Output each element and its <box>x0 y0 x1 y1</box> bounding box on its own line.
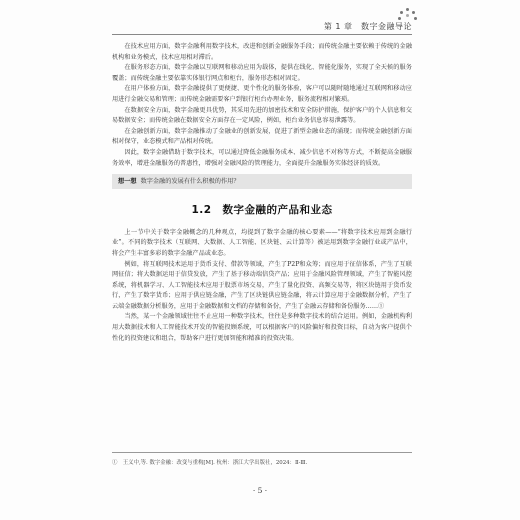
think-box <box>112 174 412 189</box>
section-heading: 1.2 数字金融的产品和业态 <box>191 204 333 217</box>
paragraph: 在技术应用方面，数字金融利用数字技术，改进和创新金融服务手段；而传统金融主要依赖于传统的金融机构和业务模式，技术应用相对滞后。 <box>112 43 412 61</box>
footnote: ① 王义中,等. 数字金融：改变与重构[M]. 杭州：浙江大学出版社，2024：Ⅱ-Ⅲ. <box>112 452 412 466</box>
running-header <box>112 18 412 35</box>
think-label: 想一想 <box>118 178 137 186</box>
paragraph: 在服务形态方面，数字金融以互联网和移动应用为载体，提供在线化、智能化服务，实现了全天候的服务覆盖；而传统金融主要依靠实体银行网点和柜台，服务形态相对固定。 <box>112 64 412 82</box>
paragraph: 在数据安全方面，数字金融更具优势，其采用先进的加密技术和安全防护措施，保护客户的个人信息和交易数据安全；而传统金融在数据安全方面存在一定风险，例如，柜台业务信息容易泄露等。 <box>112 106 412 125</box>
paragraph: 因此，数字金融借助于数字技术，可以通过降低金融服务成本、减少信息不对称等方式，不断提高金融服务效率，增进金融服务的普惠性，增强对金融风险的管理能力，全面提升金融服务实体经济的质效。 <box>112 148 412 167</box>
paragraph: 例如，将互联网技术运用于货币支付、借款等领域，产生了P2P和众筹；而应用于征信体系，产生了互联网征信；将大数据运用于信贷发放，产生了基于移动端信贷产品；应用于金融风险管理领域，产生了智能风控系统，将机器学习、人工智能技术应用于股票市场交易，产生了量化投资、高频交易等，将区块链用于货币发行，产生了数字货币；应用于供应链金融，产生了区块链供应链金融，将云计算应用于金融数据分析，产生了云端金融数据分析服务，应用于金融数据和文档的存储和备份，产生了金融云存储和备份服务……① <box>112 260 412 310</box>
think-question: 数字金融的发展有什么积极的作用？ <box>140 178 240 186</box>
paragraph: 在金融创新方面，数字金融推动了金融业的创新发展，促进了新型金融业态的涌现；而传统金融创新方面相对保守，业态模式和产品相对传统。 <box>112 127 412 146</box>
page-body <box>112 42 412 344</box>
paragraph: 在用户体验方面，数字金融提供了更便捷、更个性化的服务体验，客户可以随时随地通过互联网和移动应用进行金融交易和管理；而传统金融需要客户到银行柜台办理业务，服务流程相对繁琐。 <box>112 85 412 103</box>
page-number: · 5 · <box>252 486 268 495</box>
chapter-title: 第 1 章 数字金融导论 <box>323 22 412 31</box>
paragraph: 当然，某一个金融领域往往不止应用一种数字技术，往往是多种数字技术的结合运用。例如，金融机构利用大数据技术和人工智能技术开发的智能投顾系统，可以根据客户的风险偏好和投资目标，自动为客户提供个性化的投资建议和组合，帮助客户进行更加智能和精准的投资决策。 <box>112 313 412 342</box>
paragraph: 上一节中关于数字金融概念的几种观点，均提到了数字金融的核心要素——“将数字技术应用到金融行业”。不同的数字技术（互联网、大数据、人工智能、区块链、云计算等）被运用到数字金融行业或产品中，将会产生丰富多彩的数字金融产品或业态。 <box>112 228 412 257</box>
